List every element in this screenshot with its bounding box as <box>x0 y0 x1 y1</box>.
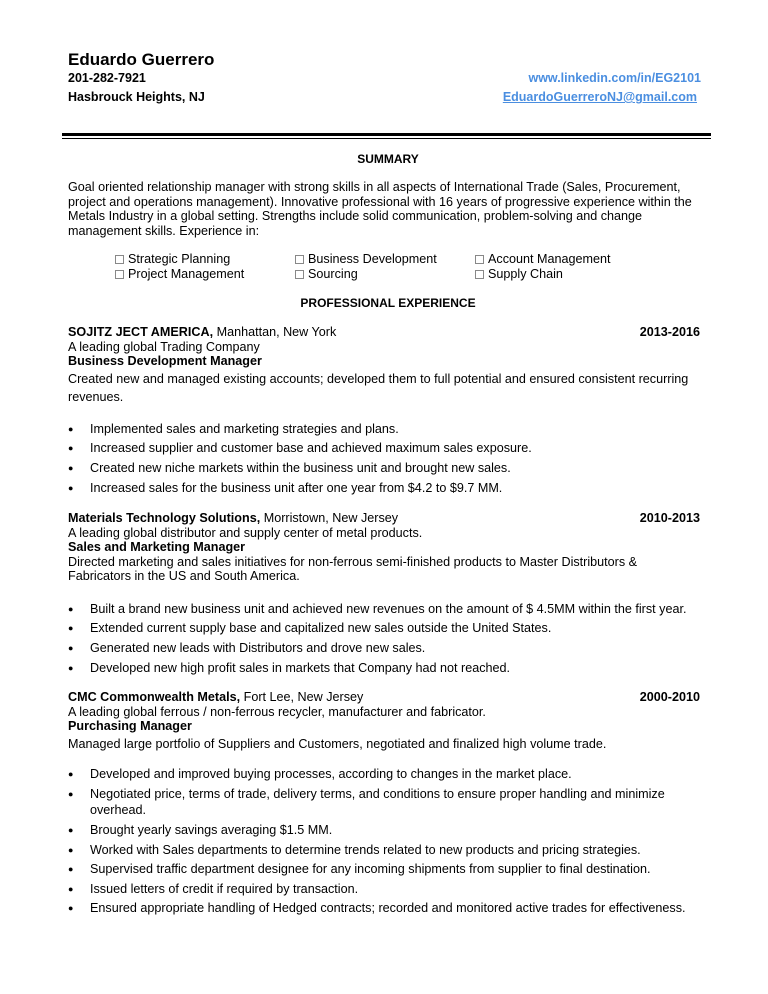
location: Hasbrouck Heights, NJ <box>68 90 205 104</box>
list-item: ● Worked with Sales departments to determine trends related to new products and pricing strategies. <box>68 843 700 858</box>
list-item: ● Developed and improved buying processes, according to changes in the market place. <box>68 767 700 782</box>
linkedin-link[interactable]: www.linkedin.com/in/EG2101 <box>528 71 701 85</box>
company-tagline: A leading global distributor and supply center of metal products. <box>68 525 423 540</box>
header-divider-thick <box>62 133 711 136</box>
summary-text: Goal oriented relationship manager with strong skills in all aspects of International Trade (Sales, Procurement, project and operations management). Innovative professional with 16 years of progressive experience within the Metals Industry in a global setting. Strengths include solid communication, problem-solving and change management skills. Experience in: <box>68 180 692 238</box>
list-item: ● Supervised traffic department designee for any incoming shipments from supplier to final destination. <box>68 862 700 877</box>
job-header <box>68 325 700 340</box>
checkbox-icon <box>475 270 484 279</box>
list-item: ● Increased supplier and customer base and achieved maximum sales exposure. <box>68 439 700 459</box>
list-item: ● Built a brand new business unit and achieved new revenues on the amount of $ 4.5MM within the first year. <box>68 600 700 620</box>
experience-heading: PROFESSIONAL EXPERIENCE <box>300 296 476 310</box>
email-link[interactable]: EduardoGuerreroNJ@gmail.com <box>502 90 697 104</box>
summary-heading: SUMMARY <box>357 152 419 166</box>
company-location: Fort Lee, New Jersey <box>240 690 364 704</box>
job-description: Directed marketing and sales initiatives for non-ferrous semi-finished products to Master Distributors & Fabricators in the US and South America. <box>68 554 638 583</box>
skills-row <box>115 267 675 282</box>
job-years: 2010-2013 <box>639 511 700 525</box>
job-description: Managed large portfolio of Suppliers and Customers, negotiated and finalized high volume trade. <box>68 736 607 751</box>
company-tagline: A leading global ferrous / non-ferrous recycler, manufacturer and fabricator. <box>68 704 486 719</box>
job-role: Purchasing Manager <box>68 719 192 733</box>
checkbox-icon <box>115 255 124 264</box>
job-role: Business Development Manager <box>68 354 262 368</box>
company-name: CMC Commonwealth Metals, <box>68 690 241 704</box>
skill-item: Supply Chain <box>475 267 655 282</box>
list-item: ● Implemented sales and marketing strategies and plans. <box>68 420 700 440</box>
job-header <box>68 511 700 526</box>
list-item: ● Ensured appropriate handling of Hedged contracts; recorded and monitored active trades for effectiveness. <box>68 901 700 916</box>
phone-number: 201-282-7921 <box>68 71 146 85</box>
skill-item: Account Management <box>475 252 655 267</box>
company-location: Manhattan, New York <box>213 325 337 339</box>
list-item: ● Negotiated price, terms of trade, delivery terms, and conditions to ensure proper handling and minimize overhead. <box>68 786 700 818</box>
job-bullets <box>68 420 700 499</box>
job-header <box>68 690 700 705</box>
list-item: ● Increased sales for the business unit after one year from $4.2 to $9.7 MM. <box>68 479 700 499</box>
company-tagline: A leading global Trading Company <box>68 339 260 354</box>
job-entry <box>68 511 700 679</box>
job-role: Sales and Marketing Manager <box>68 540 246 554</box>
job-years: 2000-2010 <box>639 690 700 704</box>
list-item: ● Extended current supply base and capitalized new sales outside the United States. <box>68 619 700 639</box>
list-item: ● Generated new leads with Distributors and drove new sales. <box>68 639 700 659</box>
job-bullets <box>68 600 700 679</box>
list-item: ● Developed new high profit sales in markets that Company had not reached. <box>68 659 700 679</box>
list-item: ● Issued letters of credit if required by transaction. <box>68 882 700 897</box>
checkbox-icon <box>295 255 304 264</box>
list-item: ● Created new niche markets within the business unit and brought new sales. <box>68 459 700 479</box>
skills-row <box>115 252 675 267</box>
job-entry <box>68 690 700 916</box>
list-item: ● Brought yearly savings averaging $1.5 MM. <box>68 823 700 838</box>
candidate-name: Eduardo Guerrero <box>68 50 215 69</box>
checkbox-icon <box>295 270 304 279</box>
skill-item: Sourcing <box>295 267 475 282</box>
skill-item: Strategic Planning <box>115 252 295 267</box>
company-location: Morristown, New Jersey <box>260 511 399 525</box>
checkbox-icon <box>115 270 124 279</box>
company-name: Materials Technology Solutions, <box>68 511 261 525</box>
skill-item: Project Management <box>115 267 295 282</box>
header-divider-thin <box>62 138 711 139</box>
skills-grid <box>115 252 675 282</box>
checkbox-icon <box>475 255 484 264</box>
skill-item: Business Development <box>295 252 475 267</box>
job-description: Created new and managed existing accounts; developed them to full potential and ensured consistent recurring revenues. <box>68 371 689 404</box>
company-name: SOJITZ JECT AMERICA, <box>68 325 214 339</box>
job-years: 2013-2016 <box>639 325 700 339</box>
job-bullets <box>68 767 700 916</box>
job-entry <box>68 325 700 499</box>
